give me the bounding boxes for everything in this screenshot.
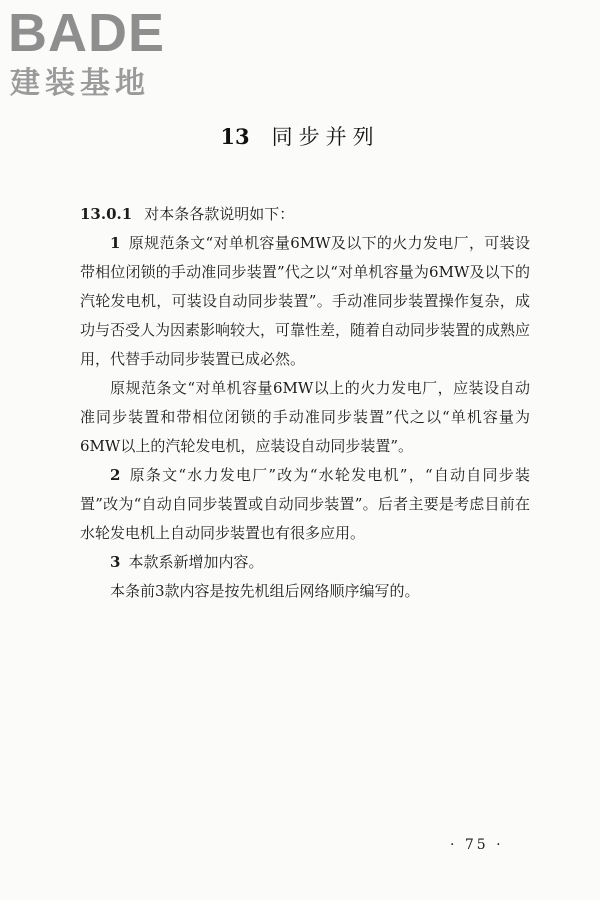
section-number: 13	[220, 124, 250, 149]
watermark-brand-text: BADE	[8, 3, 166, 63]
page-number: · 75 ·	[450, 837, 504, 853]
item-paragraph	[80, 548, 530, 577]
clause-intro: 对本条各款说明如下：	[144, 205, 295, 223]
item-paragraph	[80, 374, 530, 461]
item-text: 原规范条文“对单机容量6MW及以下的火力发电厂，可装设带相位闭锁的手动准同步装置”代之以“对单机容量为6MW及以下的汽轮发电机，可装设自动同步装置”。手动准同步装置操作复杂，成功与否受人为因素影响较大，可靠性差，随着自动同步装置的成熟应用，代替手动同步装置已成必然。	[80, 234, 531, 368]
item-text: 原规范条文“对单机容量6MW以上的火力发电厂，应装设自动准同步装置和带相位闭锁的手动准同步装置”代之以“单机容量为6MW以上的汽轮发电机，应装设自动同步装置”。	[80, 379, 530, 455]
clause-heading	[80, 200, 530, 229]
item-text: 本款系新增加内容。	[128, 553, 264, 571]
item-number: 3	[110, 553, 121, 571]
item-text: 原条文“水力发电厂”改为“水轮发电机”，“自动自同步装置”改为“自动自同步装置或自动同步装置”。后者主要是考虑目前在水轮发电机上自动同步装置也有很多应用。	[80, 466, 530, 542]
section-title	[0, 122, 600, 152]
watermark-subtitle: 建装基地	[10, 66, 150, 101]
item-paragraph	[80, 461, 530, 548]
item-number: 2	[110, 466, 121, 484]
closing-paragraph: 本条前3款内容是按先机组后网络顺序编写的。	[110, 582, 420, 600]
clause-number: 13.0.1	[80, 205, 133, 223]
section-title-text: 同步并列	[271, 125, 380, 149]
item-paragraph	[80, 229, 530, 374]
watermark-logo	[8, 4, 178, 104]
body-content	[80, 200, 530, 606]
item-number: 1	[110, 234, 121, 252]
